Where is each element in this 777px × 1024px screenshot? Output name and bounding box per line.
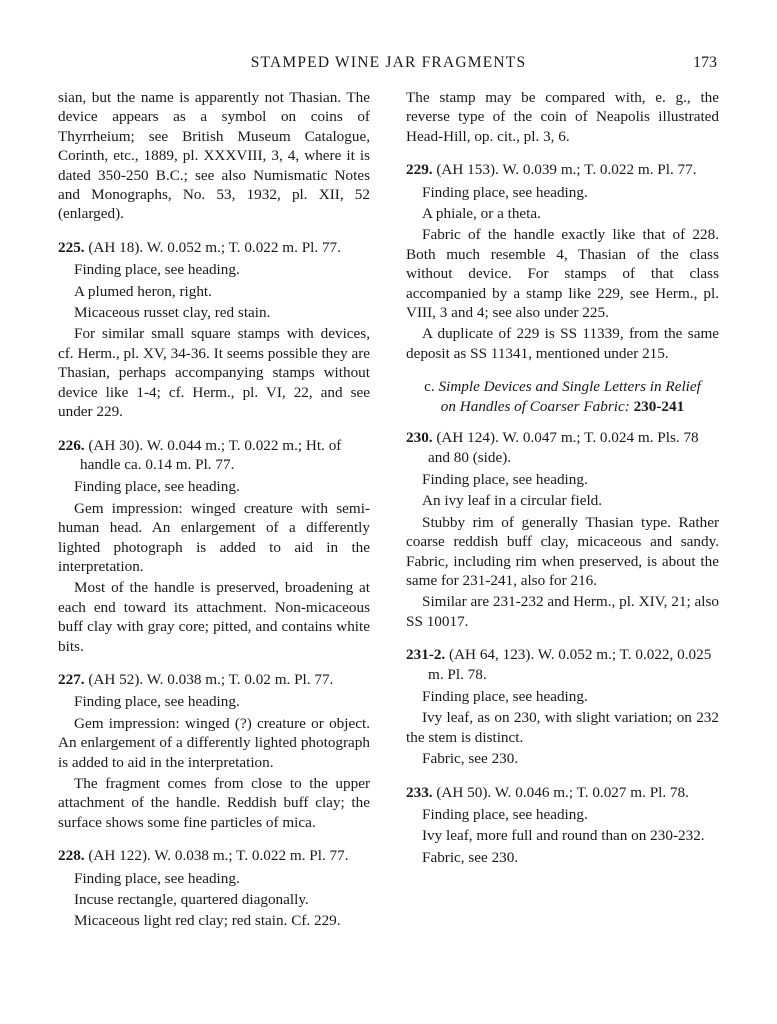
entry-paragraph: Incuse rectangle, quartered diagonally. (74, 891, 309, 909)
entry-details: (AH 52). W. 0.038 m.; T. 0.02 m. Pl. 77. (88, 670, 334, 688)
entry-paragraph: Finding place, see heading. (422, 183, 588, 201)
catalogue-entry-233 (406, 783, 719, 868)
entry-paragraph: Ivy leaf, more full and round than on 230-232. (422, 827, 705, 845)
catalogue-entry-229 (406, 160, 719, 363)
entry-paragraph: Stubby rim of generally Thasian type. Rather coarse reddish buff clay, micaceous and sandy. Fabric, including rim when preserved, is about the same for 231-241, also for 216. (406, 513, 719, 589)
section-heading (406, 377, 719, 416)
entry-number: 231-2. (406, 646, 446, 664)
entry-paragraph: A phiale, or a theta. (422, 205, 541, 223)
catalogue-entry-230 (406, 428, 719, 631)
entry-details: (AH 122). W. 0.038 m.; T. 0.022 m. Pl. 77. (88, 847, 349, 865)
entry-paragraph: Gem impression: winged creature with semi-human head. An enlargement of a differently lighted photograph is added to aid in the interpretation. (58, 499, 370, 575)
section-title-line1: Simple Devices and Single Letters in Relief (438, 378, 701, 396)
entry-paragraph: Finding place, see heading. (422, 806, 588, 823)
entry-paragraph: Gem impression: winged (?) creature or object. An enlargement of a differently lighted photograph is added to aid in the interpretation. (58, 714, 370, 771)
entry-header (58, 238, 370, 257)
entry-details: (AH 153). W. 0.039 m.; T. 0.022 m. Pl. 77. (436, 161, 697, 179)
entry-paragraph: A plumed heron, right. (74, 282, 212, 300)
entry-header (406, 645, 719, 684)
entry-number: 228. (58, 847, 85, 865)
entry-paragraph: Finding place, see heading. (422, 687, 588, 705)
entry-paragraph: Finding place, see heading. (74, 693, 240, 711)
catalogue-entry-226 (58, 436, 370, 656)
section-letter: c. (424, 378, 435, 396)
entry-number: 230. (406, 429, 433, 447)
entry-paragraph: Finding place, see heading. (74, 869, 240, 887)
catalogue-entry-231-2 (406, 645, 719, 768)
entry-header (58, 670, 370, 689)
entry-number: 225. (58, 238, 85, 256)
entry-paragraph: An ivy leaf in a circular field. (422, 492, 603, 510)
entry-paragraph: Micaceous russet clay, red stain. (74, 304, 271, 322)
entry-paragraph: Ivy leaf, as on 230, with slight variation; on 232 the stem is distinct. (406, 709, 719, 746)
entry-paragraph: For similar small square stamps with devices, cf. Herm., pl. XV, 34-36. It seems possible they are Thasian, perhaps accompanying stamps without device like 1-4; cf. Herm., pl. VI, 22, and see under 229. (58, 325, 370, 421)
right-column (406, 88, 719, 881)
entry-number: 233. (406, 783, 433, 801)
entry-details: (AH 30). W. 0.044 m.; T. 0.022 m.; Ht. of handle ca. 0.14 m. Pl. 77. (80, 436, 342, 473)
left-column (58, 88, 370, 945)
entry-paragraph: Most of the handle is preserved, broadening at each end toward its attachment. Non-micaceous buff clay with gray core; pitted, and contains white bits. (58, 579, 370, 655)
entry-header (58, 436, 370, 475)
entry-header (406, 160, 719, 179)
entry-paragraph: The fragment comes from close to the upper attachment of the handle. Reddish buff clay; the surface shows some fine particles of mica. (58, 775, 370, 831)
entry-details: (AH 64, 123). W. 0.052 m.; T. 0.022, 0.025 m. Pl. 78. (428, 646, 712, 683)
continuation-text: sian, but the name is apparently not Thasian. The device appears as a symbol on coins of Thyrrheium; see British Museum Catalogue, Corinth, etc., 1889, pl. XXXVIII, 3, 4, where it is dated 350-250 B.C.; see also Numismatic Notes and Monographs, No. 53, 1932, pl. XII, 52 (enlarged). (58, 89, 370, 223)
continuation-text: The stamp may be compared with, e. g., the reverse type of the coin of Neapolis illustrated Head-Hill, op. cit., pl. 3, 6. (406, 89, 719, 145)
entry-details: (AH 50). W. 0.046 m.; T. 0.027 m. Pl. 78. (436, 783, 689, 801)
entry-header (406, 428, 719, 467)
entry-paragraph: Similar are 231-232 and Herm., pl. XIV, 21; also SS 10017. (406, 593, 719, 630)
running-title: STAMPED WINE JAR FRAGMENTS (250, 54, 527, 71)
catalogue-entry-228 (58, 846, 370, 931)
entry-paragraph: Fabric of the handle exactly like that of 228. Both much resemble 4, Thasian of the class without device. For stamps of that class accompanied by a stamp like 229, see Herm., pl. VIII, 3 and 4; see also under 225. (406, 226, 719, 322)
page-number: 173 (693, 54, 717, 71)
entry-paragraph: Finding place, see heading. (74, 478, 240, 496)
entry-paragraph: Fabric, see 230. (422, 750, 519, 768)
catalogue-entry-225 (58, 238, 370, 422)
section-title-line2: on Handles of Coarser Fabric: (440, 397, 630, 415)
entry-number: 229. (406, 161, 433, 179)
entry-paragraph: A duplicate of 229 is SS 11339, from the same deposit as SS 11341, mentioned under 215. (406, 325, 719, 362)
catalogue-entry-227 (58, 670, 370, 832)
entry-header (58, 846, 370, 865)
entry-number: 226. (58, 436, 85, 454)
entry-paragraph: Finding place, see heading. (422, 470, 588, 488)
entry-paragraph: Finding place, see heading. (74, 261, 240, 279)
entry-paragraph: Fabric, see 230. (422, 848, 519, 866)
entry-header (406, 783, 719, 802)
entry-details: (AH 18). W. 0.052 m.; T. 0.022 m. Pl. 77. (88, 238, 341, 256)
entry-paragraph: Micaceous light red clay; red stain. Cf. 229. (74, 912, 341, 930)
entry-details: (AH 124). W. 0.047 m.; T. 0.024 m. Pls. 78 and 80 (side). (428, 429, 699, 466)
entry-number: 227. (58, 670, 85, 688)
running-head (0, 52, 777, 76)
section-range: 230-241 (633, 397, 685, 415)
